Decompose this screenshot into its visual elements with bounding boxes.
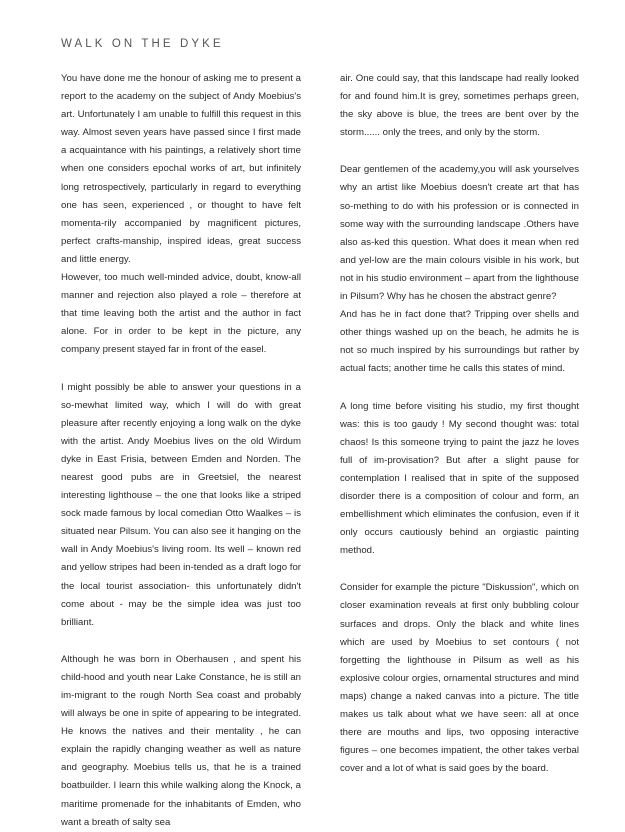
paragraph-studio-visit: A long time before visiting his studio, my first thought was: this is too gaudy ! My second thought was: total chaos! Is this someone trying to paint the jazz he loves full of im-provisation? But after a slight pause for contemplation I realised that in spite of the supposed disorder there is a composition of colour and form, an embellishment which eliminates the confusion, even if it only occurs cautiously behind an orgiastic painting method. — [340, 400, 579, 557]
paragraph-report-request: You have done me the honour of asking me to present a report to the academy on the subject of Andy Moebius's art. Unfortunately I am unable to fulfill this request in this way. Almost seven years have passed since I first made a acquaintance with his paintings, a relatively short time when one considers epochal works of art, but infinitely long retrospectively, particularly in regard to everything one has seen, experienced , or thought to have felt momenta-rily accompanied by magnificent pictures, perfect crafts-manship, inspired ideas, great success and little energy. — [61, 73, 301, 265]
left-column — [61, 70, 301, 832]
paragraph-oberhausen: Although he was born in Oberhausen , and spent his child-hood and youth near Lake Constance, he is still an im-migrant to the rough North Sea coast and probably will always be one in spite of appearing to be integrated. He knows the natives and their mentality , he can explain the rapidly changing weather as well as nature and geography. Moebius tells us, that he is a trained boatbuilder. I learn this while walking along the Knock, a maritime promenade for the inhabitants of Emden, who want a breath of salty sea — [61, 653, 301, 828]
paragraph-walk-on-dyke: I might possibly be able to answer your questions in a so-mewhat limited way, which I will do with great pleasure after recently enjoying a long walk on the dyke with the artist. Andy Moebius lives on the old Wirdum dyke in East Frisia, between Emden and Norden. The nearest good pubs are in Greetsiel, the nearest interesting lighthouse – the one that looks like a striped sock made famous by local comedian Otto Waalkes – is situated near Pilsum. You can also see it hanging on the wall in Andy Moebius's living room. Its well – known red and yellow stripes had been in-tended as a draft logo for the local tourist association- this unfortunately didn't come about - may be the simple idea was just too brilliant. — [61, 381, 301, 628]
page-title: WALK ON THE DYKE — [61, 38, 224, 50]
right-column — [340, 70, 579, 778]
paragraph-abstract-genre: And has he in fact done that? Tripping over shells and other things washed up on the beach, he admits he is not so much inspired by his surroundings but rather by actual facts; another time he calls this states of mind. — [340, 309, 579, 375]
paragraph-advice-doubt: However, too much well-minded advice, doubt, know-all manner and rejection also played a role – therefore at that time leaving both the artist and the author in fact alone. For in order to be kept in the picture, any company present stayed far in front of the easel. — [61, 272, 301, 356]
paragraph-diskussion: Consider for example the picture "Diskussion", which on closer examination reveals at first only bubbling colour surfaces and drops. Only the black and white lines which are used by Moebius to set contours ( not forgetting the lighthouse in Pilsum as well as his explosive colour orgies, ornamental structures and mind maps) change a naked canvas into a picture. The title makes us talk about what we have seen: all at once there are mouths and lips, two opposing interactive figures – one becomes impatient, the other takes verbal cover and a lot of what is said goes by the board. — [340, 582, 579, 775]
paragraph-landscape: air. One could say, that this landscape had really looked for and found him.It is grey, sometimes perhaps green, the sky above is blue, the trees are bent over by the storm...... only the trees, and only by the storm. — [340, 73, 579, 139]
paragraph-dear-gentlemen: Dear gentlemen of the academy,you will ask yourselves why an artist like Moebius doesn't create art that has so-mething to do with his profession or is connected in some way with the surrounding landscape .Others have also as-ked this question. What does it mean when red and yel-low are the main colours visible in his work, but not in his studio environment – apart from the lighthouse in Pilsum? Why has he chosen the abstract genre? — [340, 164, 579, 303]
